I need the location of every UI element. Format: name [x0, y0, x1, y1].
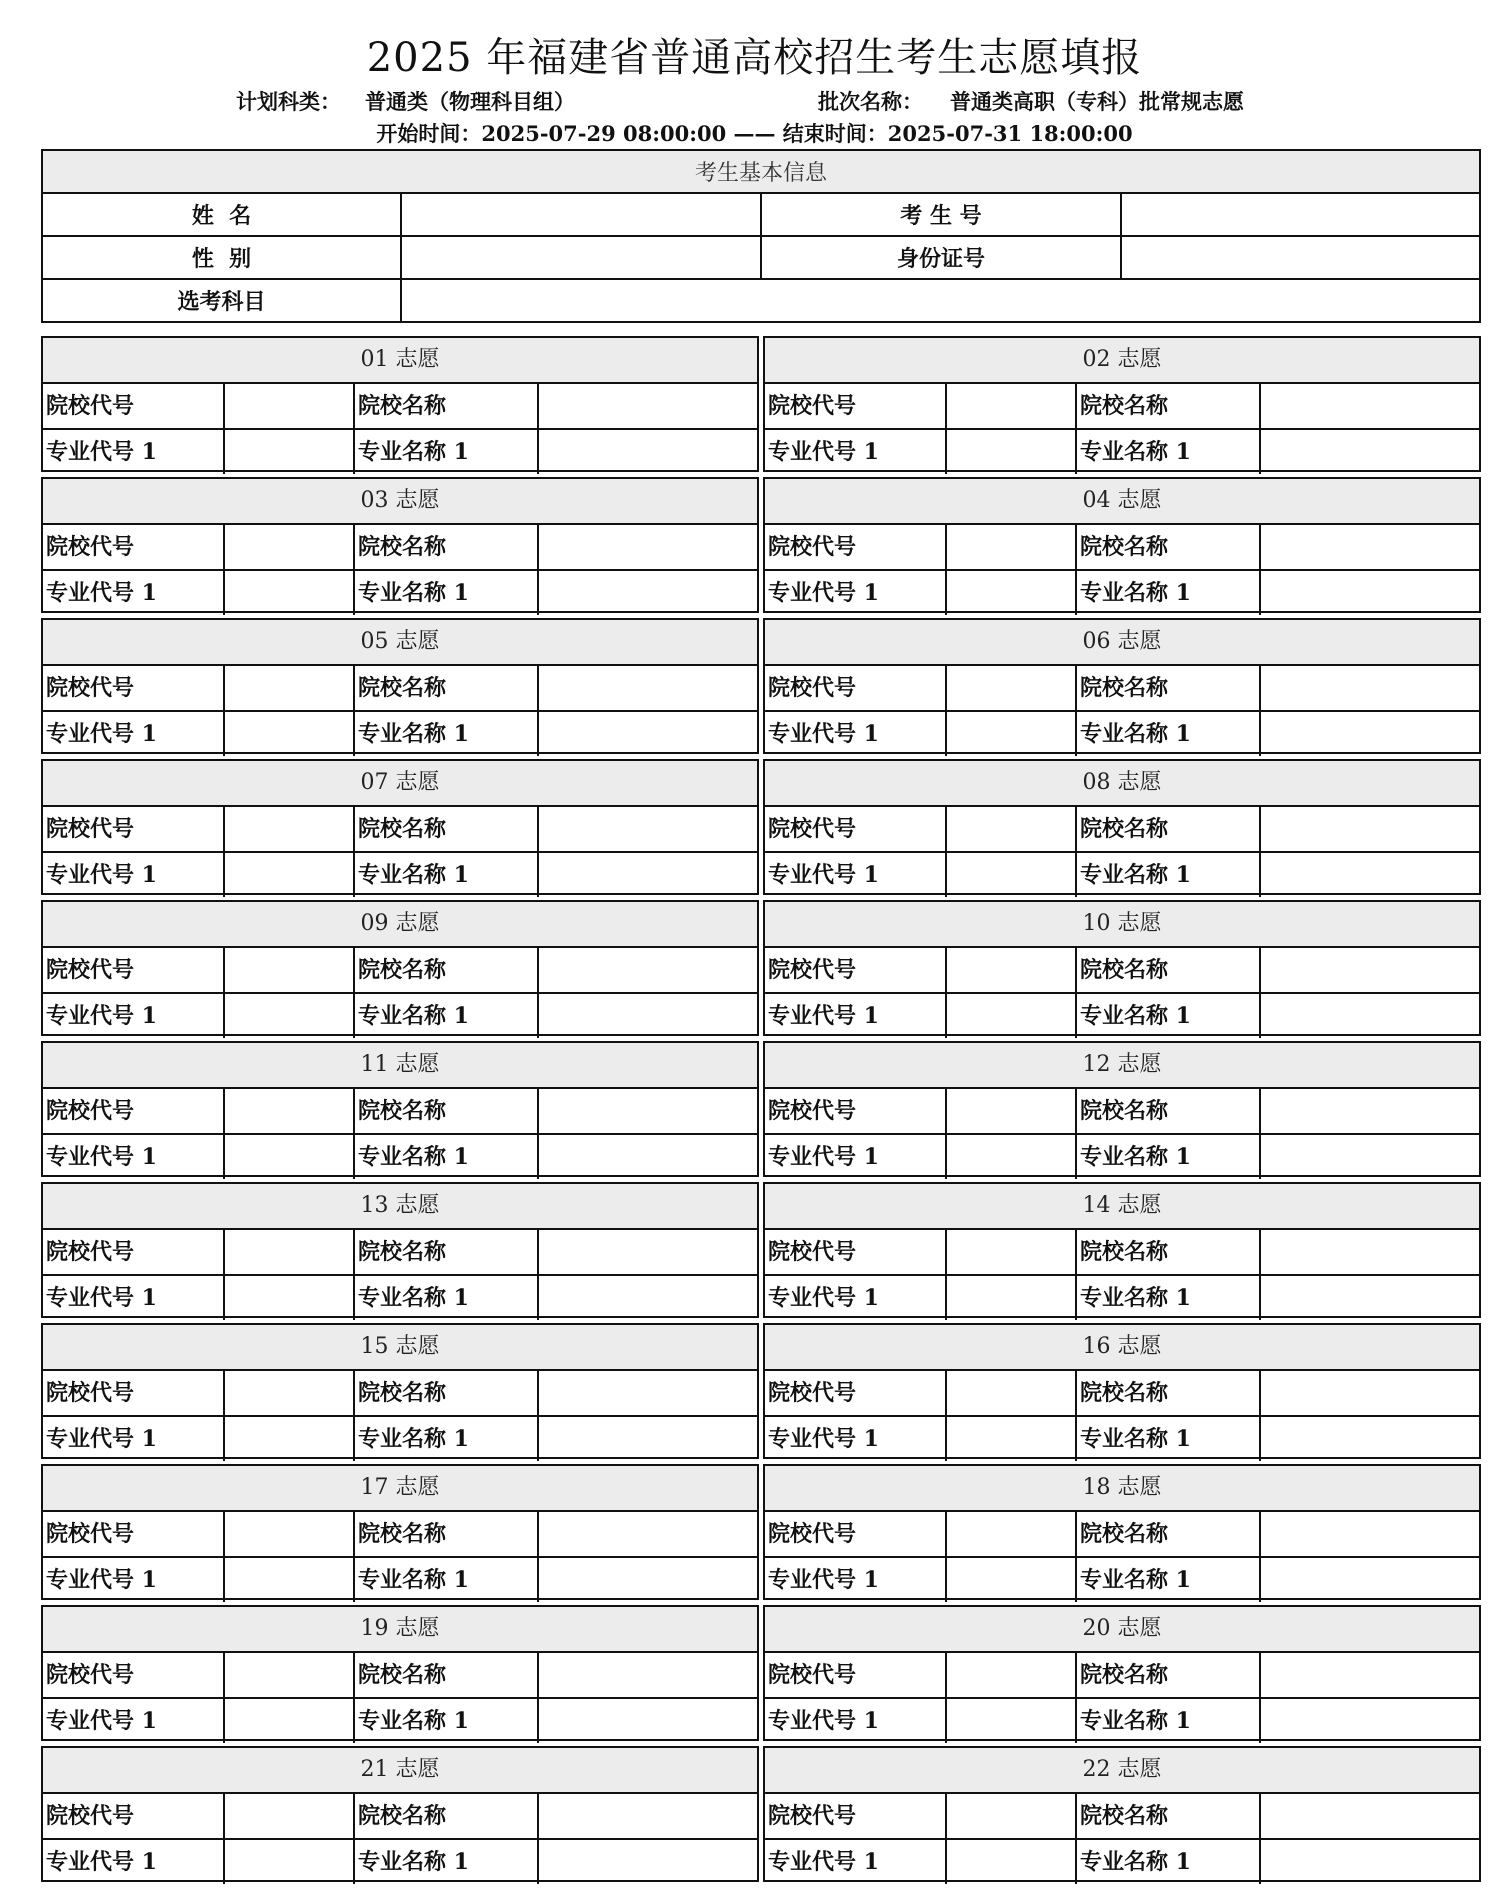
school-name-label: 院校名称 — [1077, 1512, 1261, 1556]
school-code-field[interactable] — [947, 948, 1077, 992]
subjects-field[interactable] — [401, 279, 1480, 322]
school-name-field[interactable] — [539, 1230, 757, 1274]
school-name-label: 院校名称 — [355, 384, 539, 428]
school-code-label: 院校代号 — [43, 1089, 225, 1133]
school-code-field[interactable] — [225, 807, 355, 851]
school-name-field[interactable] — [1261, 1230, 1479, 1274]
school-name-field[interactable] — [1261, 948, 1479, 992]
major-code-label: 专业代号 1 — [43, 1699, 225, 1743]
choice-block — [41, 900, 759, 1036]
page-title: 2025 年福建省普通高校招生考生志愿填报 — [366, 35, 1143, 81]
school-code-label: 院校代号 — [765, 1512, 947, 1556]
choice-header: 21 志愿 — [43, 1748, 757, 1794]
school-code-label: 院校代号 — [43, 1512, 225, 1556]
major-row — [43, 710, 757, 756]
school-code-field[interactable] — [225, 948, 355, 992]
school-row — [43, 1512, 757, 1556]
major-row — [43, 569, 757, 615]
choice-header: 07 志愿 — [43, 761, 757, 807]
major-row — [765, 1697, 1479, 1743]
major-code-field[interactable] — [225, 1699, 355, 1743]
school-code-label: 院校代号 — [765, 1089, 947, 1133]
choice-block — [41, 336, 759, 472]
major-name-field[interactable] — [1261, 1276, 1479, 1320]
major-code-field[interactable] — [947, 571, 1077, 615]
major-code-field[interactable] — [225, 712, 355, 756]
major-name-label: 专业名称 1 — [355, 853, 539, 897]
school-name-field[interactable] — [1261, 1089, 1479, 1133]
major-code-field[interactable] — [225, 1840, 355, 1884]
choice-block — [41, 1464, 759, 1600]
major-name-label: 专业名称 1 — [1077, 1699, 1261, 1743]
major-code-field[interactable] — [225, 430, 355, 474]
choice-header: 05 志愿 — [43, 620, 757, 666]
school-code-label: 院校代号 — [765, 525, 947, 569]
school-code-label: 院校代号 — [765, 384, 947, 428]
school-row — [765, 948, 1479, 992]
school-row — [765, 384, 1479, 428]
school-code-field[interactable] — [225, 384, 355, 428]
school-code-field[interactable] — [225, 525, 355, 569]
choice-block — [763, 759, 1481, 895]
major-row — [765, 710, 1479, 756]
batch-label: 批次名称： — [818, 89, 923, 114]
choice-header: 06 志愿 — [765, 620, 1479, 666]
major-code-label: 专业代号 1 — [765, 1558, 947, 1602]
time-range: 开始时间：2025-07-29 08:00:00 —— 结束时间：2025-07-31 18:00:00 — [376, 121, 1133, 146]
school-name-field[interactable] — [1261, 1512, 1479, 1556]
plan-value: 普通类（物理科目组） — [365, 89, 575, 114]
major-code-field[interactable] — [947, 1417, 1077, 1461]
school-row — [43, 1371, 757, 1415]
major-code-field[interactable] — [947, 1558, 1077, 1602]
school-code-label: 院校代号 — [765, 1794, 947, 1838]
major-name-label: 专业名称 1 — [1077, 1276, 1261, 1320]
school-code-field[interactable] — [225, 1230, 355, 1274]
major-code-label: 专业代号 1 — [43, 853, 225, 897]
choice-block — [763, 477, 1481, 613]
name-label: 姓 名 — [42, 193, 401, 236]
major-row — [43, 1133, 757, 1179]
school-code-label: 院校代号 — [765, 948, 947, 992]
school-name-field[interactable] — [539, 948, 757, 992]
choice-block — [763, 1464, 1481, 1600]
school-name-label: 院校名称 — [1077, 666, 1261, 710]
major-code-field[interactable] — [947, 1840, 1077, 1884]
choice-header: 12 志愿 — [765, 1043, 1479, 1089]
major-name-label: 专业名称 1 — [1077, 571, 1261, 615]
school-row — [765, 807, 1479, 851]
choice-header: 20 志愿 — [765, 1607, 1479, 1653]
major-code-field[interactable] — [947, 853, 1077, 897]
major-name-field[interactable] — [1261, 1558, 1479, 1602]
school-row — [765, 1371, 1479, 1415]
school-name-label: 院校名称 — [1077, 1794, 1261, 1838]
major-row — [43, 1838, 757, 1884]
major-row — [765, 992, 1479, 1038]
choice-header: 18 志愿 — [765, 1466, 1479, 1512]
choice-header: 09 志愿 — [43, 902, 757, 948]
school-code-label: 院校代号 — [43, 1653, 225, 1697]
school-row — [43, 1794, 757, 1838]
school-name-label: 院校名称 — [1077, 1653, 1261, 1697]
major-name-field[interactable] — [1261, 430, 1479, 474]
major-name-field[interactable] — [539, 1558, 757, 1602]
school-code-label: 院校代号 — [43, 384, 225, 428]
school-code-field[interactable] — [225, 1512, 355, 1556]
school-name-field[interactable] — [1261, 666, 1479, 710]
school-code-label: 院校代号 — [43, 948, 225, 992]
choice-block — [763, 336, 1481, 472]
school-code-label: 院校代号 — [765, 807, 947, 851]
major-code-field[interactable] — [947, 1135, 1077, 1179]
major-code-label: 专业代号 1 — [765, 1135, 947, 1179]
major-name-field[interactable] — [1261, 1135, 1479, 1179]
school-row — [43, 948, 757, 992]
choice-header: 04 志愿 — [765, 479, 1479, 525]
school-name-field[interactable] — [1261, 1794, 1479, 1838]
school-name-label: 院校名称 — [1077, 384, 1261, 428]
subjects-label: 选考科目 — [42, 279, 401, 322]
school-name-field[interactable] — [539, 1794, 757, 1838]
school-code-field[interactable] — [947, 666, 1077, 710]
choice-block — [763, 618, 1481, 754]
major-row — [765, 1556, 1479, 1602]
choice-block — [763, 1323, 1481, 1459]
school-row — [43, 384, 757, 428]
school-code-label: 院校代号 — [43, 666, 225, 710]
exam-number-field[interactable] — [1121, 193, 1480, 236]
major-code-label: 专业代号 1 — [43, 1135, 225, 1179]
school-name-field[interactable] — [539, 1371, 757, 1415]
info-section-title: 考生基本信息 — [42, 150, 1480, 193]
choice-header: 14 志愿 — [765, 1184, 1479, 1230]
major-code-label: 专业代号 1 — [765, 1840, 947, 1884]
major-name-label: 专业名称 1 — [1077, 430, 1261, 474]
school-name-field[interactable] — [539, 1512, 757, 1556]
major-name-label: 专业名称 1 — [1077, 853, 1261, 897]
major-code-field[interactable] — [947, 1276, 1077, 1320]
major-name-field[interactable] — [539, 1135, 757, 1179]
school-name-field[interactable] — [1261, 384, 1479, 428]
major-code-field[interactable] — [947, 430, 1077, 474]
major-code-label: 专业代号 1 — [765, 571, 947, 615]
major-row — [765, 428, 1479, 474]
school-name-field[interactable] — [1261, 1653, 1479, 1697]
major-name-field[interactable] — [1261, 571, 1479, 615]
major-row — [43, 851, 757, 897]
school-name-label: 院校名称 — [355, 1371, 539, 1415]
major-row — [43, 992, 757, 1038]
school-name-label: 院校名称 — [1077, 948, 1261, 992]
choice-header: 11 志愿 — [43, 1043, 757, 1089]
school-name-field[interactable] — [1261, 807, 1479, 851]
school-row — [43, 807, 757, 851]
major-row — [43, 428, 757, 474]
major-code-label: 专业代号 1 — [43, 1417, 225, 1461]
major-code-field[interactable] — [225, 994, 355, 1038]
school-code-field[interactable] — [947, 807, 1077, 851]
school-name-field[interactable] — [539, 666, 757, 710]
major-row — [43, 1697, 757, 1743]
school-code-field[interactable] — [947, 1512, 1077, 1556]
school-code-field[interactable] — [947, 525, 1077, 569]
major-name-field[interactable] — [1261, 712, 1479, 756]
school-row — [765, 1653, 1479, 1697]
major-row — [765, 851, 1479, 897]
major-code-label: 专业代号 1 — [765, 712, 947, 756]
school-code-label: 院校代号 — [43, 1371, 225, 1415]
school-name-label: 院校名称 — [1077, 1371, 1261, 1415]
major-name-label: 专业名称 1 — [355, 1840, 539, 1884]
major-code-field[interactable] — [947, 1699, 1077, 1743]
major-name-label: 专业名称 1 — [1077, 994, 1261, 1038]
major-name-field[interactable] — [1261, 1699, 1479, 1743]
choice-block — [41, 1746, 759, 1882]
school-code-label: 院校代号 — [43, 807, 225, 851]
major-name-label: 专业名称 1 — [355, 571, 539, 615]
school-code-label: 院校代号 — [765, 1371, 947, 1415]
school-code-field[interactable] — [225, 1653, 355, 1697]
major-name-label: 专业名称 1 — [1077, 1840, 1261, 1884]
school-code-field[interactable] — [947, 1371, 1077, 1415]
choice-header: 17 志愿 — [43, 1466, 757, 1512]
major-row — [765, 1415, 1479, 1461]
major-name-label: 专业名称 1 — [1077, 1558, 1261, 1602]
school-name-label: 院校名称 — [1077, 1230, 1261, 1274]
school-row — [765, 666, 1479, 710]
school-name-field[interactable] — [1261, 1371, 1479, 1415]
major-code-label: 专业代号 1 — [765, 430, 947, 474]
school-row — [43, 525, 757, 569]
major-code-field[interactable] — [225, 1417, 355, 1461]
major-name-field[interactable] — [539, 1276, 757, 1320]
major-row — [43, 1274, 757, 1320]
school-name-label: 院校名称 — [1077, 525, 1261, 569]
gender-field[interactable] — [401, 236, 761, 279]
major-code-label: 专业代号 1 — [43, 994, 225, 1038]
school-name-field[interactable] — [539, 525, 757, 569]
student-info-table — [41, 149, 1481, 323]
major-row — [43, 1415, 757, 1461]
major-code-label: 专业代号 1 — [43, 1558, 225, 1602]
exam-number-label: 考 生 号 — [761, 193, 1121, 236]
choice-block — [41, 1323, 759, 1459]
major-code-label: 专业代号 1 — [765, 994, 947, 1038]
school-code-field[interactable] — [225, 666, 355, 710]
major-name-label: 专业名称 1 — [355, 712, 539, 756]
major-name-field[interactable] — [539, 430, 757, 474]
major-row — [765, 1838, 1479, 1884]
major-code-field[interactable] — [947, 712, 1077, 756]
major-code-field[interactable] — [947, 994, 1077, 1038]
choice-block — [763, 1746, 1481, 1882]
major-name-field[interactable] — [1261, 1417, 1479, 1461]
choice-block — [41, 618, 759, 754]
school-name-label: 院校名称 — [355, 1089, 539, 1133]
school-name-label: 院校名称 — [355, 1512, 539, 1556]
major-name-field[interactable] — [539, 1840, 757, 1884]
choice-header: 19 志愿 — [43, 1607, 757, 1653]
major-row — [43, 1556, 757, 1602]
school-name-label: 院校名称 — [355, 1230, 539, 1274]
school-row — [765, 1230, 1479, 1274]
school-code-label: 院校代号 — [43, 1794, 225, 1838]
choice-block — [763, 1605, 1481, 1741]
school-name-label: 院校名称 — [1077, 807, 1261, 851]
major-name-field[interactable] — [1261, 994, 1479, 1038]
major-code-field[interactable] — [225, 1558, 355, 1602]
school-code-field[interactable] — [947, 1653, 1077, 1697]
major-name-label: 专业名称 1 — [355, 1135, 539, 1179]
major-name-field[interactable] — [539, 853, 757, 897]
id-number-label: 身份证号 — [761, 236, 1121, 279]
major-code-field[interactable] — [225, 853, 355, 897]
school-name-label: 院校名称 — [355, 525, 539, 569]
school-code-field[interactable] — [225, 1371, 355, 1415]
school-code-label: 院校代号 — [43, 525, 225, 569]
major-name-label: 专业名称 1 — [355, 994, 539, 1038]
choice-header: 01 志愿 — [43, 338, 757, 384]
major-code-label: 专业代号 1 — [43, 571, 225, 615]
choice-block — [41, 477, 759, 613]
major-name-field[interactable] — [539, 571, 757, 615]
school-row — [43, 1089, 757, 1133]
gender-label: 性 别 — [42, 236, 401, 279]
plan-batch-line — [0, 88, 1509, 116]
school-name-label: 院校名称 — [355, 1653, 539, 1697]
major-name-field[interactable] — [539, 1417, 757, 1461]
choice-block — [41, 1182, 759, 1318]
school-code-field[interactable] — [225, 1794, 355, 1838]
choice-header: 15 志愿 — [43, 1325, 757, 1371]
major-code-label: 专业代号 1 — [43, 1840, 225, 1884]
school-code-label: 院校代号 — [765, 666, 947, 710]
school-name-field[interactable] — [1261, 525, 1479, 569]
choice-header: 02 志愿 — [765, 338, 1479, 384]
batch-value: 普通类高职（专科）批常规志愿 — [950, 89, 1244, 114]
choice-header: 03 志愿 — [43, 479, 757, 525]
school-row — [765, 1794, 1479, 1838]
school-code-field[interactable] — [947, 1089, 1077, 1133]
major-code-label: 专业代号 1 — [765, 1699, 947, 1743]
choice-block — [41, 759, 759, 895]
id-number-field[interactable] — [1121, 236, 1480, 279]
choice-header: 08 志愿 — [765, 761, 1479, 807]
school-code-field[interactable] — [947, 1230, 1077, 1274]
name-field[interactable] — [401, 193, 761, 236]
choice-block — [763, 900, 1481, 1036]
major-name-field[interactable] — [539, 712, 757, 756]
major-code-label: 专业代号 1 — [43, 430, 225, 474]
school-row — [43, 1653, 757, 1697]
major-code-field[interactable] — [225, 1135, 355, 1179]
major-code-label: 专业代号 1 — [765, 853, 947, 897]
major-row — [765, 1274, 1479, 1320]
choice-header: 22 志愿 — [765, 1748, 1479, 1794]
school-code-field[interactable] — [225, 1089, 355, 1133]
major-code-label: 专业代号 1 — [765, 1276, 947, 1320]
school-row — [765, 525, 1479, 569]
school-name-field[interactable] — [539, 1089, 757, 1133]
school-row — [765, 1512, 1479, 1556]
major-row — [765, 1133, 1479, 1179]
school-row — [43, 1230, 757, 1274]
school-code-label: 院校代号 — [765, 1230, 947, 1274]
major-name-label: 专业名称 1 — [355, 1558, 539, 1602]
major-name-label: 专业名称 1 — [355, 1417, 539, 1461]
school-name-field[interactable] — [539, 1653, 757, 1697]
major-code-label: 专业代号 1 — [765, 1417, 947, 1461]
major-name-label: 专业名称 1 — [1077, 1417, 1261, 1461]
major-code-label: 专业代号 1 — [43, 1276, 225, 1320]
major-code-field[interactable] — [225, 571, 355, 615]
choice-header: 10 志愿 — [765, 902, 1479, 948]
school-name-label: 院校名称 — [1077, 1089, 1261, 1133]
school-name-field[interactable] — [539, 384, 757, 428]
major-code-field[interactable] — [225, 1276, 355, 1320]
school-name-label: 院校名称 — [355, 807, 539, 851]
school-name-label: 院校名称 — [355, 666, 539, 710]
choice-block — [41, 1041, 759, 1177]
major-name-label: 专业名称 1 — [1077, 1135, 1261, 1179]
school-code-label: 院校代号 — [765, 1653, 947, 1697]
choice-grid — [41, 336, 1481, 1898]
major-name-field[interactable] — [539, 994, 757, 1038]
school-code-field[interactable] — [947, 1794, 1077, 1838]
major-name-field[interactable] — [1261, 853, 1479, 897]
plan-label: 计划科类： — [236, 89, 341, 114]
major-name-field[interactable] — [539, 1699, 757, 1743]
school-name-label: 院校名称 — [355, 1794, 539, 1838]
school-row — [43, 666, 757, 710]
school-name-field[interactable] — [539, 807, 757, 851]
major-name-label: 专业名称 1 — [1077, 712, 1261, 756]
major-code-label: 专业代号 1 — [43, 712, 225, 756]
choice-header: 16 志愿 — [765, 1325, 1479, 1371]
major-name-label: 专业名称 1 — [355, 1276, 539, 1320]
school-name-label: 院校名称 — [355, 948, 539, 992]
school-code-label: 院校代号 — [43, 1230, 225, 1274]
major-name-label: 专业名称 1 — [355, 430, 539, 474]
major-row — [765, 569, 1479, 615]
choice-block — [41, 1605, 759, 1741]
choice-block — [763, 1182, 1481, 1318]
choice-block — [763, 1041, 1481, 1177]
school-row — [765, 1089, 1479, 1133]
major-name-field[interactable] — [1261, 1840, 1479, 1884]
choice-header: 13 志愿 — [43, 1184, 757, 1230]
major-name-label: 专业名称 1 — [355, 1699, 539, 1743]
school-code-field[interactable] — [947, 384, 1077, 428]
